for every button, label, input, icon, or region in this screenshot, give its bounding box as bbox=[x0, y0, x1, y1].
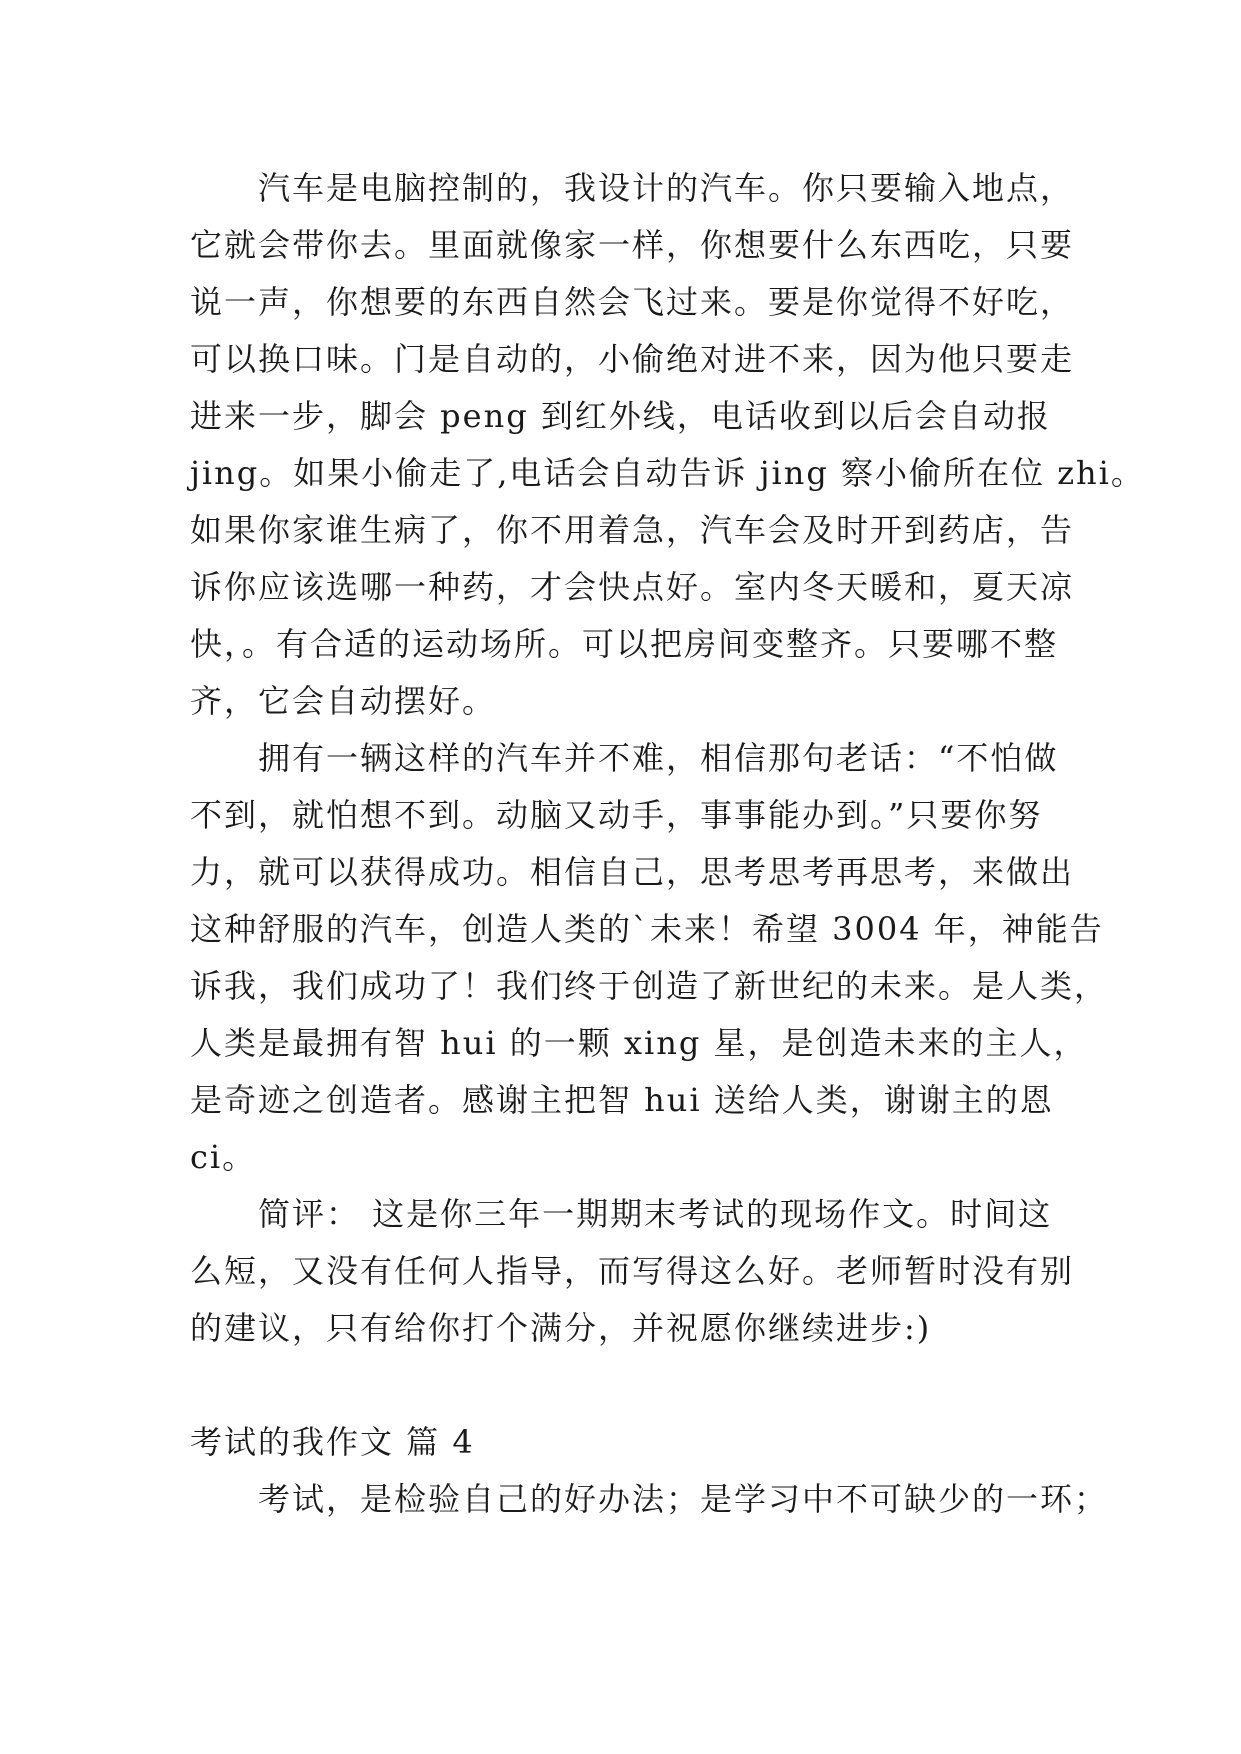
paragraph-1-line-3: 说一声，你想要的东西自然会飞过来。要是你觉得不好吃， bbox=[190, 283, 1075, 321]
paragraph-2-line-5: 诉我，我们成功了！我们终于创造了新世纪的未来。是人类， bbox=[190, 967, 1109, 1005]
paragraph-2-line-8: ci。 bbox=[190, 1138, 257, 1176]
paragraph-1-line-7: 如果你家谁生病了，你不用着急，汽车会及时开到药店，告 bbox=[190, 511, 1075, 549]
section-heading: 考试的我作文 篇 4 bbox=[190, 1423, 475, 1461]
paragraph-2-line-7: 是奇迹之创造者。感谢主把智 hui 送给人类，谢谢主的恩 bbox=[190, 1081, 1054, 1119]
comment-line-2: 么短，又没有任何人指导，而写得这么好。老师暂时没有别 bbox=[190, 1252, 1075, 1290]
paragraph-1-line-8: 诉你应该选哪一种药，才会快点好。室内冬天暖和，夏天凉 bbox=[190, 568, 1075, 606]
paragraph-1-line-9: 快，。有合适的运动场所。可以把房间变整齐。只要哪不整 bbox=[190, 625, 1059, 663]
paragraph-2-line-3: 力，就可以获得成功。相信自己，思考思考再思考，来做出 bbox=[190, 853, 1075, 891]
paragraph-2-line-6: 人类是最拥有智 hui 的一颗 xing 星，是创造未来的主人， bbox=[190, 1024, 1088, 1062]
paragraph-3-line-1: 考试，是检验自己的好办法；是学习中不可缺少的一环； bbox=[258, 1480, 1109, 1518]
comment-line-1: 简评： 这是你三年一期期末考试的现场作文。时间这 bbox=[258, 1195, 1053, 1233]
paragraph-2-line-1: 拥有一辆这样的汽车并不难，相信那句老话：“不怕做 bbox=[258, 739, 1059, 777]
paragraph-2-line-4: 这种舒服的汽车，创造人类的`未来！希望 3004 年，神能告 bbox=[190, 910, 1104, 948]
comment-line-3: 的建议，只有给你打个满分，并祝愿你继续进步:) bbox=[190, 1309, 932, 1347]
paragraph-1-line-10: 齐，它会自动摆好。 bbox=[190, 682, 497, 720]
paragraph-1-line-1: 汽车是电脑控制的，我设计的汽车。你只要输入地点， bbox=[258, 169, 1075, 207]
paragraph-1-line-4: 可以换口味。门是自动的，小偷绝对进不来，因为他只要走 bbox=[190, 340, 1075, 378]
paragraph-1-line-6: jing。如果小偷走了,电话会自动告诉 jing 察小偷所在位 zhi。 bbox=[190, 454, 1145, 492]
paragraph-2-line-2: 不到，就怕想不到。动脑又动手，事事能办到。”只要你努 bbox=[190, 796, 1043, 834]
paragraph-1-line-2: 它就会带你去。里面就像家一样，你想要什么东西吃，只要 bbox=[190, 226, 1075, 264]
paragraph-1-line-5: 进来一步，脚会 peng 到红外线，电话收到以后会自动报 bbox=[190, 397, 1051, 435]
